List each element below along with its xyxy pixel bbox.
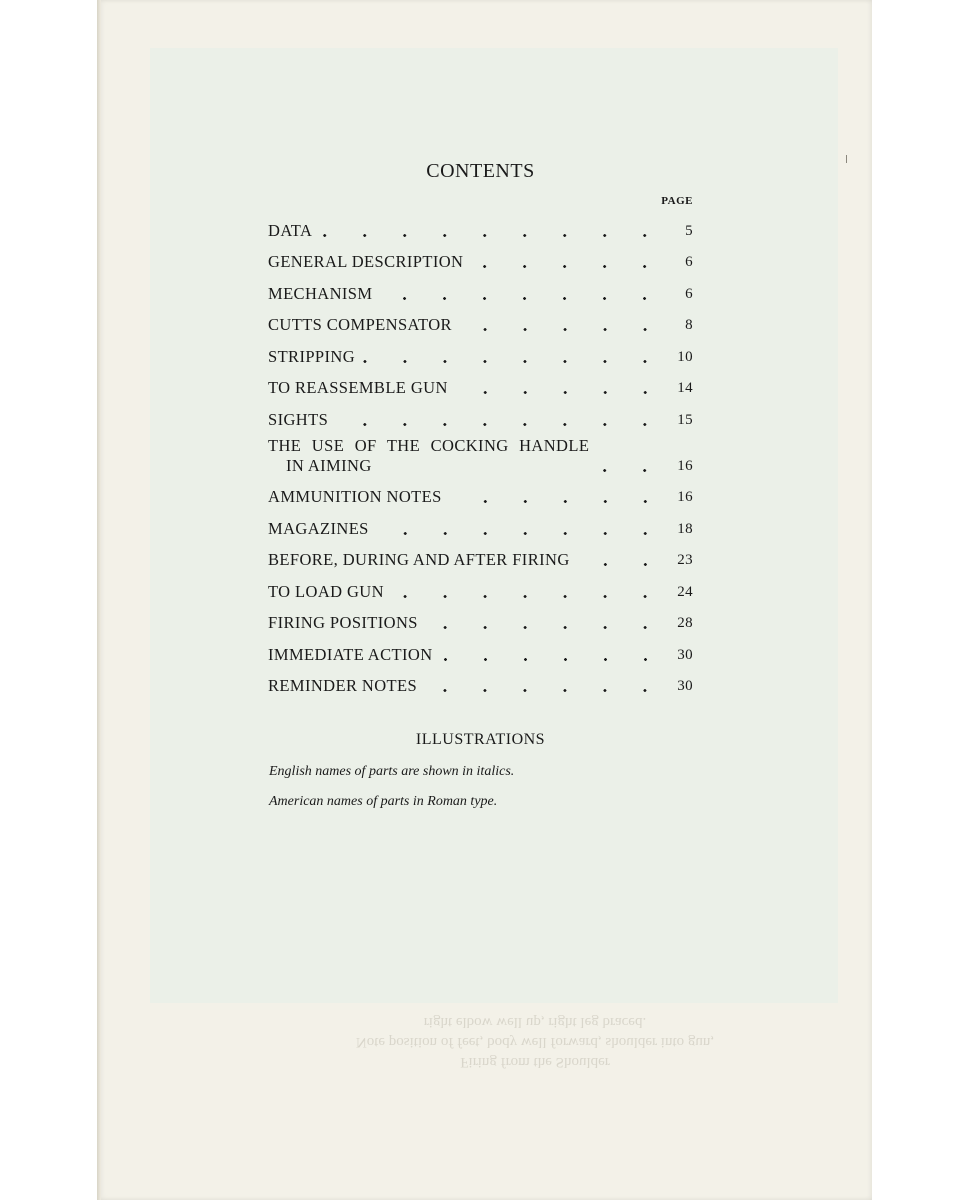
- toc-entry-title: AMMUNITION NOTES: [268, 487, 442, 506]
- toc-entry-title: CUTTS COMPENSATOR: [268, 315, 452, 334]
- toc-entry-page: 5: [685, 222, 693, 239]
- toc-entry-page: 24: [677, 583, 693, 600]
- toc-entry-before-during-after-firing: [268, 539, 693, 571]
- toc-entry-immediate-action: [268, 633, 693, 665]
- toc-entry-stripping: [268, 335, 693, 367]
- page-column-label: PAGE: [661, 195, 693, 207]
- toc-entry-title: STRIPPING: [268, 346, 356, 366]
- toc-entry-page: 14: [677, 380, 693, 396]
- toc-entry-title: GENERAL DESCRIPTION: [268, 252, 464, 271]
- toc-entry-mechanism: [268, 272, 693, 304]
- toc-entry-title: SIGHTS: [268, 409, 329, 429]
- american-names-note: American names of parts in Roman type.: [269, 794, 498, 809]
- dot-leader: [450, 500, 665, 503]
- toc-entry-page: 23: [677, 552, 693, 568]
- toc-entry-cutts-compensator: [268, 304, 693, 336]
- toc-entry-title: BEFORE, DURING AND AFTER FIRING: [268, 550, 570, 569]
- toc-entry-sights: [268, 398, 693, 430]
- toc-entry-title: FIRING POSITIONS: [268, 613, 418, 632]
- toc-entry-title: [268, 436, 589, 476]
- dot-leader: [392, 595, 665, 598]
- toc-entry-title: MECHANISM: [268, 283, 373, 303]
- toc-entry-page: 10: [677, 348, 693, 365]
- dot-leader: [426, 626, 665, 629]
- show-through-caption-line: Note position of feet, body well forward, shoulder into gun,: [355, 1034, 715, 1050]
- dot-leader: [336, 423, 665, 426]
- toc-entry-title: TO REASSEMBLE GUN: [268, 378, 448, 397]
- dot-leader: [441, 658, 665, 661]
- contents-heading: CONTENTS: [426, 160, 535, 182]
- toc-entry-page: 6: [685, 285, 693, 302]
- toc-entry-title: REMINDER NOTES: [268, 676, 418, 695]
- toc-entry-page: 16: [677, 457, 693, 474]
- toc-entry-to-load-gun: [268, 570, 693, 602]
- illustrations-heading: ILLUSTRATIONS: [415, 731, 546, 748]
- toc-entry-page: 6: [685, 254, 693, 270]
- english-names-note: English names of parts are shown in italics.: [269, 764, 515, 779]
- dot-leader: [597, 469, 665, 472]
- show-through-caption-line: Firing from the Shoulder: [460, 1054, 610, 1070]
- dot-leader: [460, 328, 665, 331]
- dot-leader: [320, 234, 665, 237]
- toc-entry-to-reassemble-gun: [268, 367, 693, 399]
- toc-entry-title: IMMEDIATE ACTION: [268, 644, 433, 664]
- dot-leader: [363, 360, 665, 363]
- paper-mark: [846, 155, 847, 163]
- toc-entry-title-line: THE USE OF THE COCKING HANDLE: [268, 435, 590, 455]
- dot-leader: [456, 391, 665, 394]
- toc-entry-page: 30: [677, 678, 693, 694]
- toc-entry-cocking-handle: [268, 430, 693, 476]
- toc-entry-title-line: IN AIMING: [286, 455, 372, 475]
- dot-leader: [471, 265, 665, 268]
- table-of-contents: [268, 209, 693, 696]
- toc-entry-firing-positions: [268, 602, 693, 634]
- toc-entry-general-description: [268, 241, 693, 273]
- dot-leader: [377, 532, 665, 535]
- toc-entry-page: 18: [677, 520, 693, 537]
- dot-leader: [425, 689, 665, 692]
- toc-entry-data: [268, 209, 693, 241]
- dot-leader: [578, 563, 665, 566]
- page-gutter-edge: [97, 0, 101, 1200]
- show-through-caption: [300, 1012, 770, 1072]
- dot-leader: [380, 297, 665, 300]
- toc-entry-page: 16: [677, 489, 693, 505]
- toc-entry-title: TO LOAD GUN: [268, 581, 384, 601]
- toc-entry-ammunition-notes: [268, 476, 693, 508]
- toc-entry-title: DATA: [268, 220, 313, 240]
- toc-entry-page: 15: [677, 411, 693, 428]
- show-through-caption-line: right elbow well up, right leg braced.: [423, 1014, 647, 1030]
- toc-entry-page: 8: [685, 317, 693, 333]
- toc-entry-title: MAGAZINES: [268, 518, 369, 538]
- toc-entry-reminder-notes: [268, 665, 693, 697]
- toc-entry-page: 28: [677, 615, 693, 631]
- toc-entry-magazines: [268, 507, 693, 539]
- toc-entry-page: 30: [677, 646, 693, 663]
